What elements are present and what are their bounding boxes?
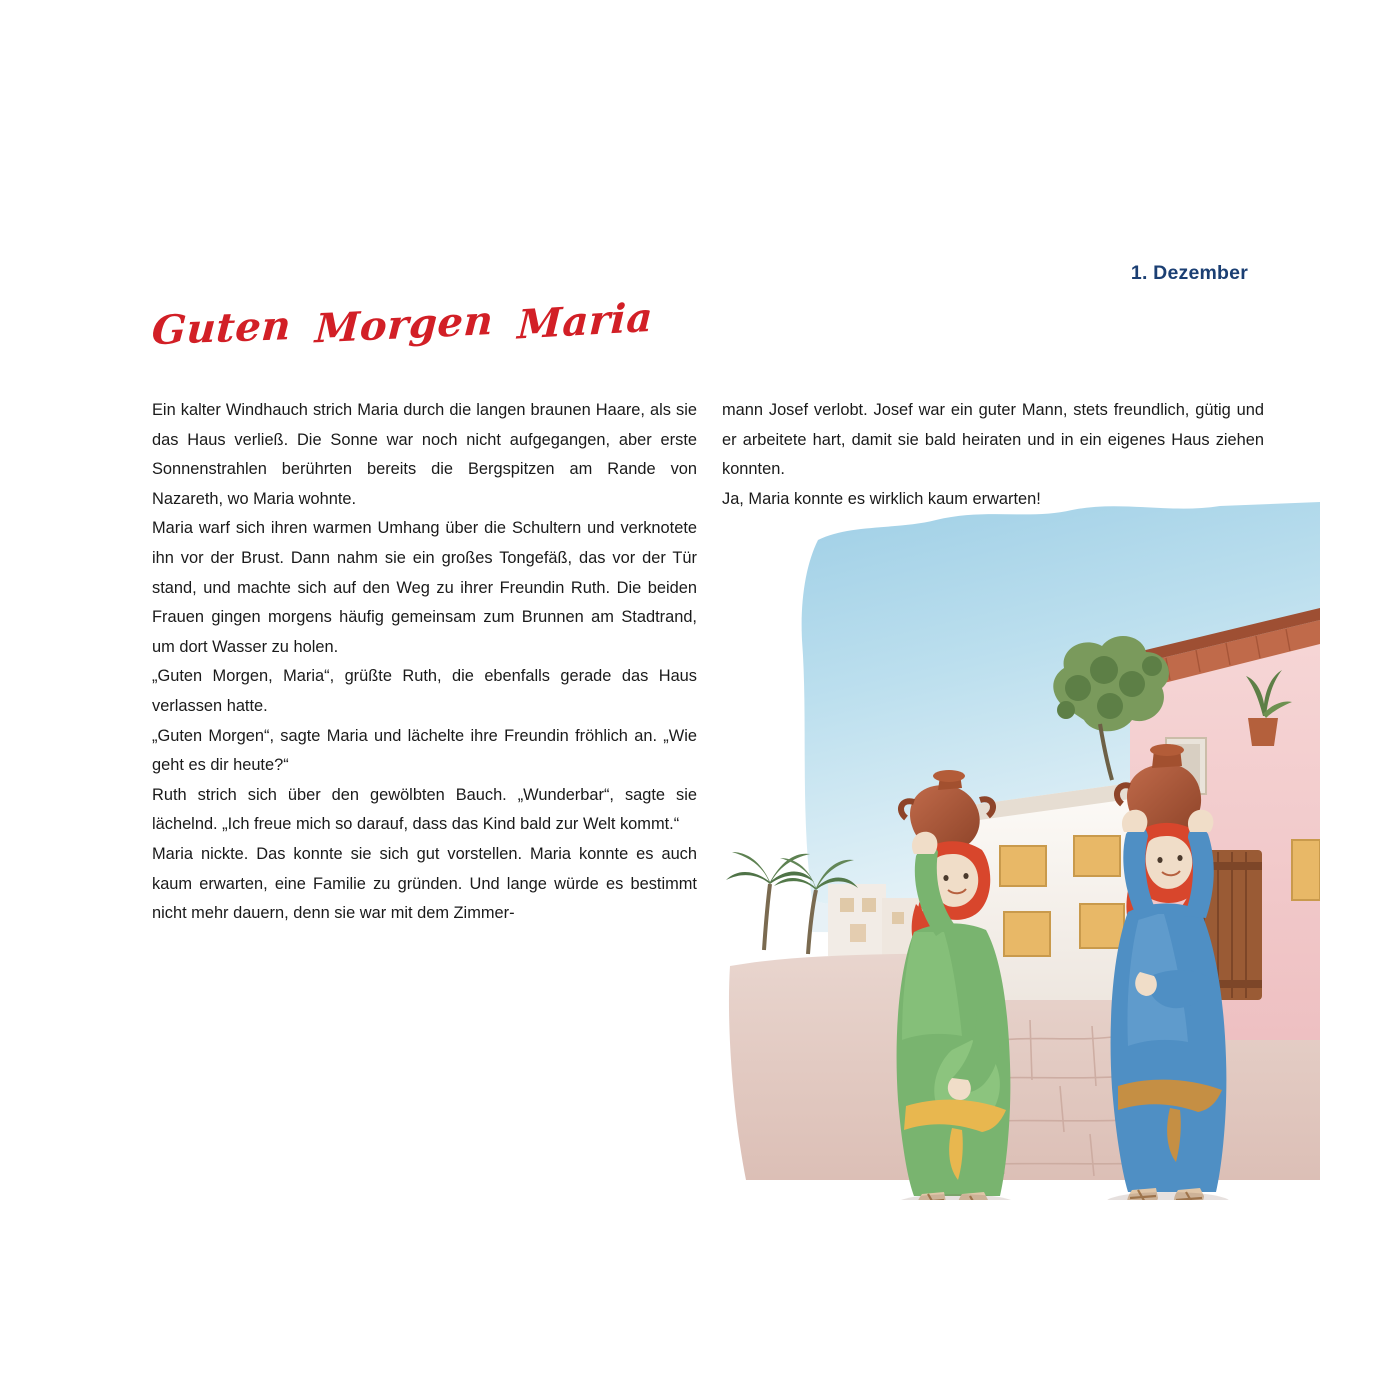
- paragraph: Maria warf sich ihren warmen Umhang über die Schultern und verknotete ihn vor der Brust. Dann nahm sie ein großes Tongefäß, das vor der Tür stand, und machte sich auf den Weg zu ihrer Freundin Ruth. Die beiden Frauen gingen morgens häufig gemeinsam zum Brunnen am Stadtrand, um dort Wasser zu holen.: [152, 519, 697, 656]
- paragraph: Ein kalter Windhauch strich Maria durch die langen braunen Haare, als sie das Haus verließ. Die Sonne war noch nicht aufgegangen, aber erste Sonnenstrahlen berührten bereits die Bergspitzen am Rande von Nazareth, wo Maria wohnte.: [152, 401, 697, 508]
- page-title-word-2: Morgen: [313, 297, 495, 353]
- paragraph: Maria nickte. Das konnte sie sich gut vorstellen. Maria konnte es auch kaum erwarten, eine Familie zu gründen. Und lange würde es bestimmt nicht mehr dauern, denn sie war mit dem Zimmer-: [152, 844, 697, 923]
- page-title-word-3: Maria: [516, 293, 655, 349]
- date-label: 1. Dezember: [1130, 262, 1248, 284]
- paragraph: Ja, Maria konnte es wirklich kaum erwarten!: [722, 489, 1041, 508]
- paragraph: mann Josef verlobt. Josef war ein guter Mann, stets freundlich, gütig und er arbeitete hart, damit sie bald heiraten und in ein eigenes Haus ziehen konnten.: [722, 401, 1264, 479]
- paragraph: „Guten Morgen“, sagte Maria und lächelte ihre Freundin fröhlich an. „Wie geht es dir heute?“: [152, 726, 697, 775]
- page-title-word-1: Guten: [150, 302, 293, 355]
- paragraph: „Guten Morgen, Maria“, grüßte Ruth, die ebenfalls gerade das Haus verlassen hatte.: [152, 667, 697, 715]
- page-title: [150, 293, 655, 355]
- text-column-left: [152, 396, 697, 929]
- paragraph: Ruth strich sich über den gewölbten Bauch. „Wunderbar“, sagte sie lächelnd. „Ich freue mich so darauf, dass das Kind bald zur Welt kommt.“: [152, 785, 697, 834]
- illustration: [700, 480, 1320, 1200]
- woman-blue-with-jug: [1111, 744, 1227, 1200]
